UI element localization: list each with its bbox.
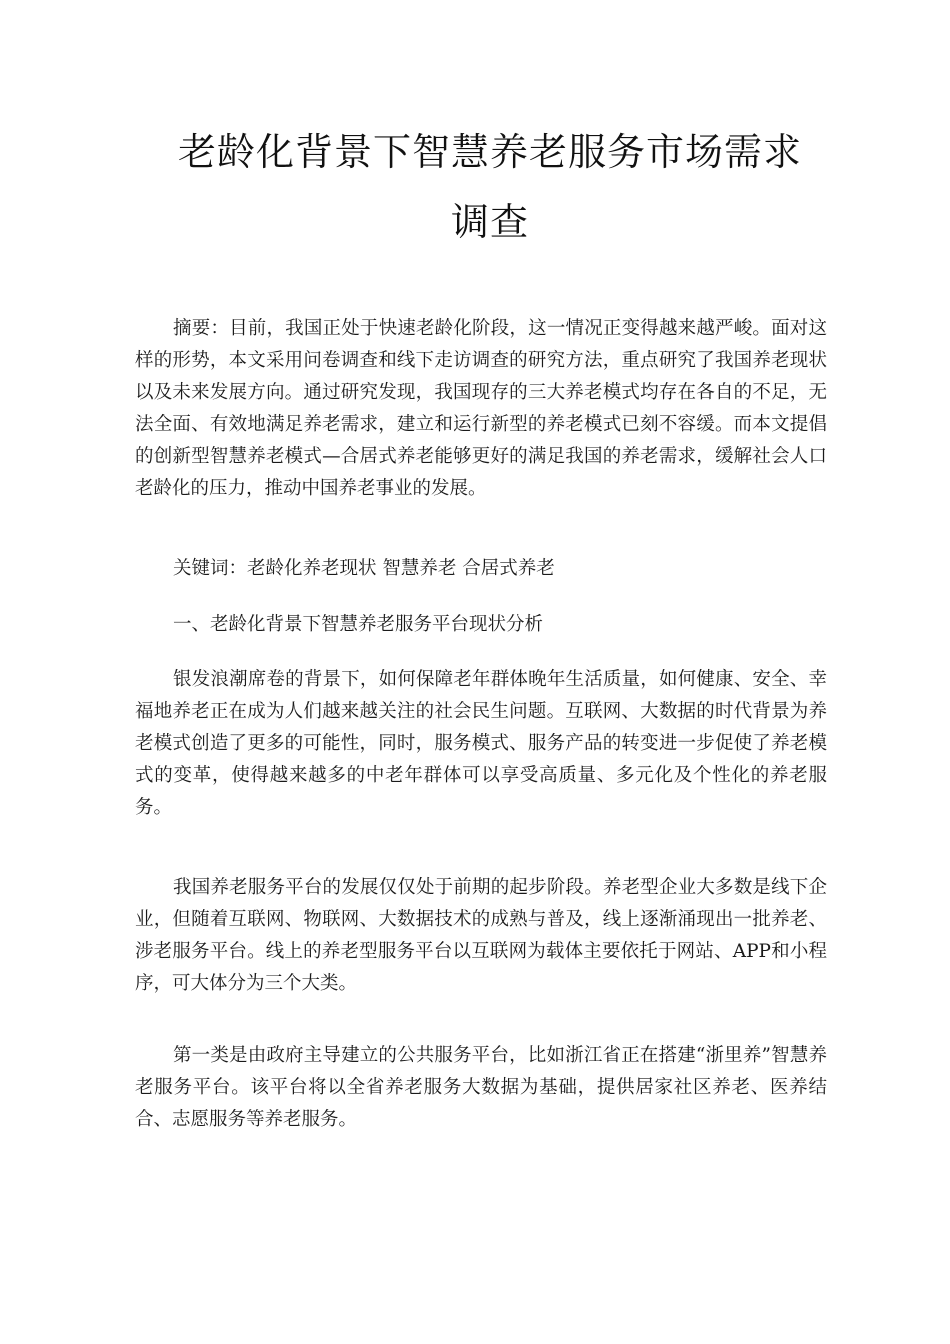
body-paragraph: 第一类是由政府主导建立的公共服务平台，比如浙江省正在搭建“浙里养”智慧养老服务平台。该平台将以全省养老服务大数据为基础，提供居家社区养老、医养结合、志愿服务等养老服务。 <box>135 1045 827 1130</box>
page-title-line-2: 调查 <box>450 200 529 244</box>
keywords-line: 关键词：老龄化养老现状 智慧养老 合居式养老 <box>173 558 555 579</box>
page-title-line-1: 老龄化背景下智慧养老服务市场需求 <box>177 130 802 174</box>
body-paragraph: 我国养老服务平台的发展仅仅处于前期的起步阶段。养老型企业大多数是线下企业，但随着互联网、物联网、大数据技术的成熟与普及，线上逐渐涌现出一批养老、涉老服务平台。线上的养老型服务平台以互联网为载体主要依托于网站、APP和小程序，可大体分为三个大类。 <box>135 877 827 994</box>
abstract-paragraph: 摘要：目前，我国正处于快速老龄化阶段，这一情况正变得越来越严峻。面对这样的形势，本文采用问卷调查和线下走访调查的研究方法，重点研究了我国养老现状以及未来发展方向。通过研究发现，我国现存的三大养老模式均存在各自的不足，无法全面、有效地满足养老需求，建立和运行新型的养老模式已刻不容缓。而本文提倡的创新型智慧养老模式—合居式养老能够更好的满足我国的养老需求，缓解社会人口老龄化的压力，推动中国养老事业的发展。 <box>135 318 827 499</box>
body-paragraph: 银发浪潮席卷的背景下，如何保障老年群体晚年生活质量，如何健康、安全、幸福地养老正在成为人们越来越关注的社会民生问题。互联网、大数据的时代背景为养老模式创造了更多的可能性，同时，服务模式、服务产品的转变进一步促使了养老模式的变革，使得越来越多的中老年群体可以享受高质量、多元化及个性化的养老服务。 <box>135 669 827 818</box>
section-heading: 一、老龄化背景下智慧养老服务平台现状分析 <box>173 614 544 635</box>
